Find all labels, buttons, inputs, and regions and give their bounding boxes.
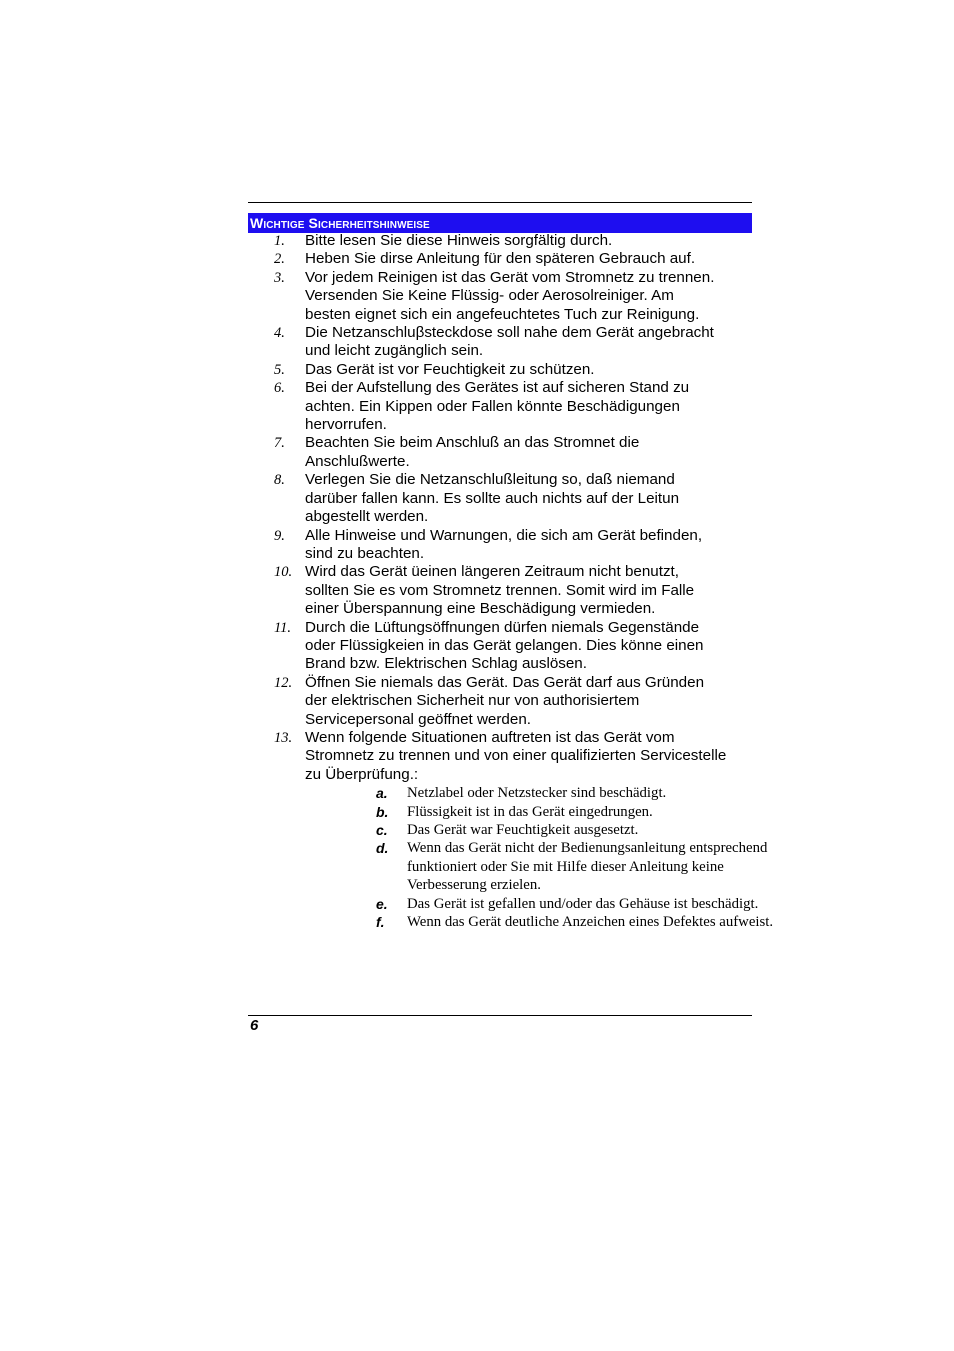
item-text-line: Stromnetz zu trennen und von einer qualifizierten Servicestelle (305, 747, 727, 765)
list-item (248, 324, 758, 361)
sub-item-letter: d. (376, 840, 389, 857)
sub-list-item (305, 913, 774, 931)
safety-instructions-list (248, 232, 774, 931)
item-text-line: Die Netzanschluβsteckdose soll nahe dem Gerät angebracht (305, 324, 714, 342)
list-item (248, 232, 758, 250)
page-number: 6 (250, 1017, 259, 1034)
item-text-line: Servicepersonal geöffnet werden. (305, 710, 531, 728)
item-text-line: oder Flüssigkeien in das Gerät gelangen. Dies könne einen (305, 636, 704, 654)
list-item (248, 269, 758, 324)
sub-item-letter: c. (376, 822, 388, 838)
list-item (248, 619, 758, 674)
list-item (248, 379, 758, 434)
item-text-line: darüber fallen kann. Es sollte auch nichts auf der Leitun (305, 489, 680, 507)
sub-item-letter: b. (376, 803, 389, 820)
sub-list-item (305, 803, 758, 821)
sub-item-letter: a. (376, 785, 388, 802)
item-text-line: einer Überspannung eine Beschädigung vermieden. (305, 600, 656, 618)
item-text-line: besten eignet sich ein angefeuchtetes Tuch zur Reinigung. (305, 305, 700, 323)
item-text-line: Verlegen Sie die Netzanschlußleitung so, daß niemand (305, 471, 675, 489)
item-text-line: Bei der Aufstellung des Gerätes ist auf sicheren Stand zu (305, 379, 690, 397)
item-text-line: Alle Hinweise und Warnungen, die sich am Gerät befinden, (305, 526, 703, 544)
item-text-line: Brand bzw. Elektrischen Schlag auslösen. (305, 655, 587, 673)
item-number: 12. (274, 674, 293, 691)
item-text-line: Anschlußwerte. (305, 452, 410, 470)
item-number: 10. (274, 564, 293, 581)
sub-item-text-line: Wenn das Gerät deutliche Anzeichen eines Defektes aufweist. (407, 914, 774, 931)
sub-item-text-line: Flüssigkeit ist in das Gerät eingedrungen. (407, 803, 653, 820)
item-text-line: Wird das Gerät üeinen längeren Zeitraum nicht benutzt, (305, 563, 679, 581)
item-number: 11. (274, 619, 292, 636)
sub-item-text-line: Das Gerät ist gefallen und/oder das Gehäuse ist beschädigt. (407, 895, 759, 912)
sub-item-text-line: Wenn das Gerät nicht der Bedienungsanleitung entsprechend (407, 840, 768, 857)
item-text-line: Wenn folgende Situationen auftreten ist das Gerät vom (305, 728, 675, 746)
item-text-line: zu Überprüfung.: (305, 765, 419, 783)
item-text-line: und leicht zugänglich sein. (305, 342, 484, 360)
item-text-line: Heben Sie dirse Anleitung für den späteren Gebrauch auf. (305, 250, 696, 268)
item-text-line: Vor jedem Reinigen ist das Gerät vom Stromnetz zu trennen. (305, 268, 715, 286)
item-text-line: Das Gerät ist vor Feuchtigkeit zu schützen. (305, 360, 595, 378)
item-number: 6. (274, 380, 285, 397)
item-number: 5. (274, 361, 285, 378)
bottom-divider (248, 1015, 752, 1016)
item-text-line: Versenden Sie Keine Flüssig- oder Aerosolreiniger. Am (305, 287, 674, 305)
item-number: 7. (274, 435, 285, 452)
sub-item-letter: e. (376, 895, 388, 912)
item-text-line: Bitte lesen Sie diese Hinweis sorgfältig durch. (305, 232, 613, 249)
list-item (248, 361, 758, 379)
item-text-line: Beachten Sie beim Anschluß an das Stromnet die (305, 434, 640, 452)
item-text-line: der elektrischen Sicherheit nur von authorisiertem (305, 692, 640, 710)
sub-list-item (305, 839, 768, 894)
sub-list-item (305, 821, 758, 839)
item-number: 4. (274, 325, 285, 342)
item-number: 13. (274, 729, 293, 746)
item-number: 2. (274, 251, 285, 268)
list-item (248, 728, 774, 931)
item-text-line: hervorrufen. (305, 416, 387, 434)
sub-item-text-line: Verbesserung erzielen. (407, 877, 541, 894)
sub-item-text-line: Das Gerät war Feuchtigkeit ausgesetzt. (407, 822, 639, 838)
top-divider (248, 202, 752, 203)
sub-list (305, 784, 774, 931)
section-heading: Wichtige Sicherheitshinweise (248, 213, 752, 233)
item-number: 3. (274, 269, 285, 286)
item-text-line: Durch die Lüftungsöffnungen dürfen niemals Gegenstände (305, 618, 700, 636)
sub-item-text-line: Netzlabel oder Netzstecker sind beschädigt. (407, 785, 667, 802)
item-number: 8. (274, 472, 285, 489)
item-text-line: sollten Sie es vom Stromnetz trennen. Somit wird im Falle (305, 581, 695, 599)
sub-list-item (305, 895, 758, 913)
list-item (248, 674, 758, 729)
item-text-line: Öffnen Sie niemals das Gerät. Das Gerät darf aus Gründen (305, 673, 705, 691)
list-item (248, 471, 758, 526)
sub-list-item (305, 784, 758, 802)
item-number: 9. (274, 527, 285, 544)
sub-item-text-line: funktioniert oder Sie mit Hilfe dieser Anleitung keine (407, 858, 724, 875)
item-text-line: achten. Ein Kippen oder Fallen könnte Beschädigungen (305, 397, 680, 415)
list-item (248, 434, 758, 471)
item-text-line: abgestellt werden. (305, 508, 429, 526)
item-text-line: sind zu beachten. (305, 544, 425, 562)
list-item (248, 250, 758, 268)
list-item (248, 527, 758, 564)
item-number: 1. (274, 233, 285, 249)
list-item (248, 563, 758, 618)
sub-item-letter: f. (376, 914, 385, 931)
